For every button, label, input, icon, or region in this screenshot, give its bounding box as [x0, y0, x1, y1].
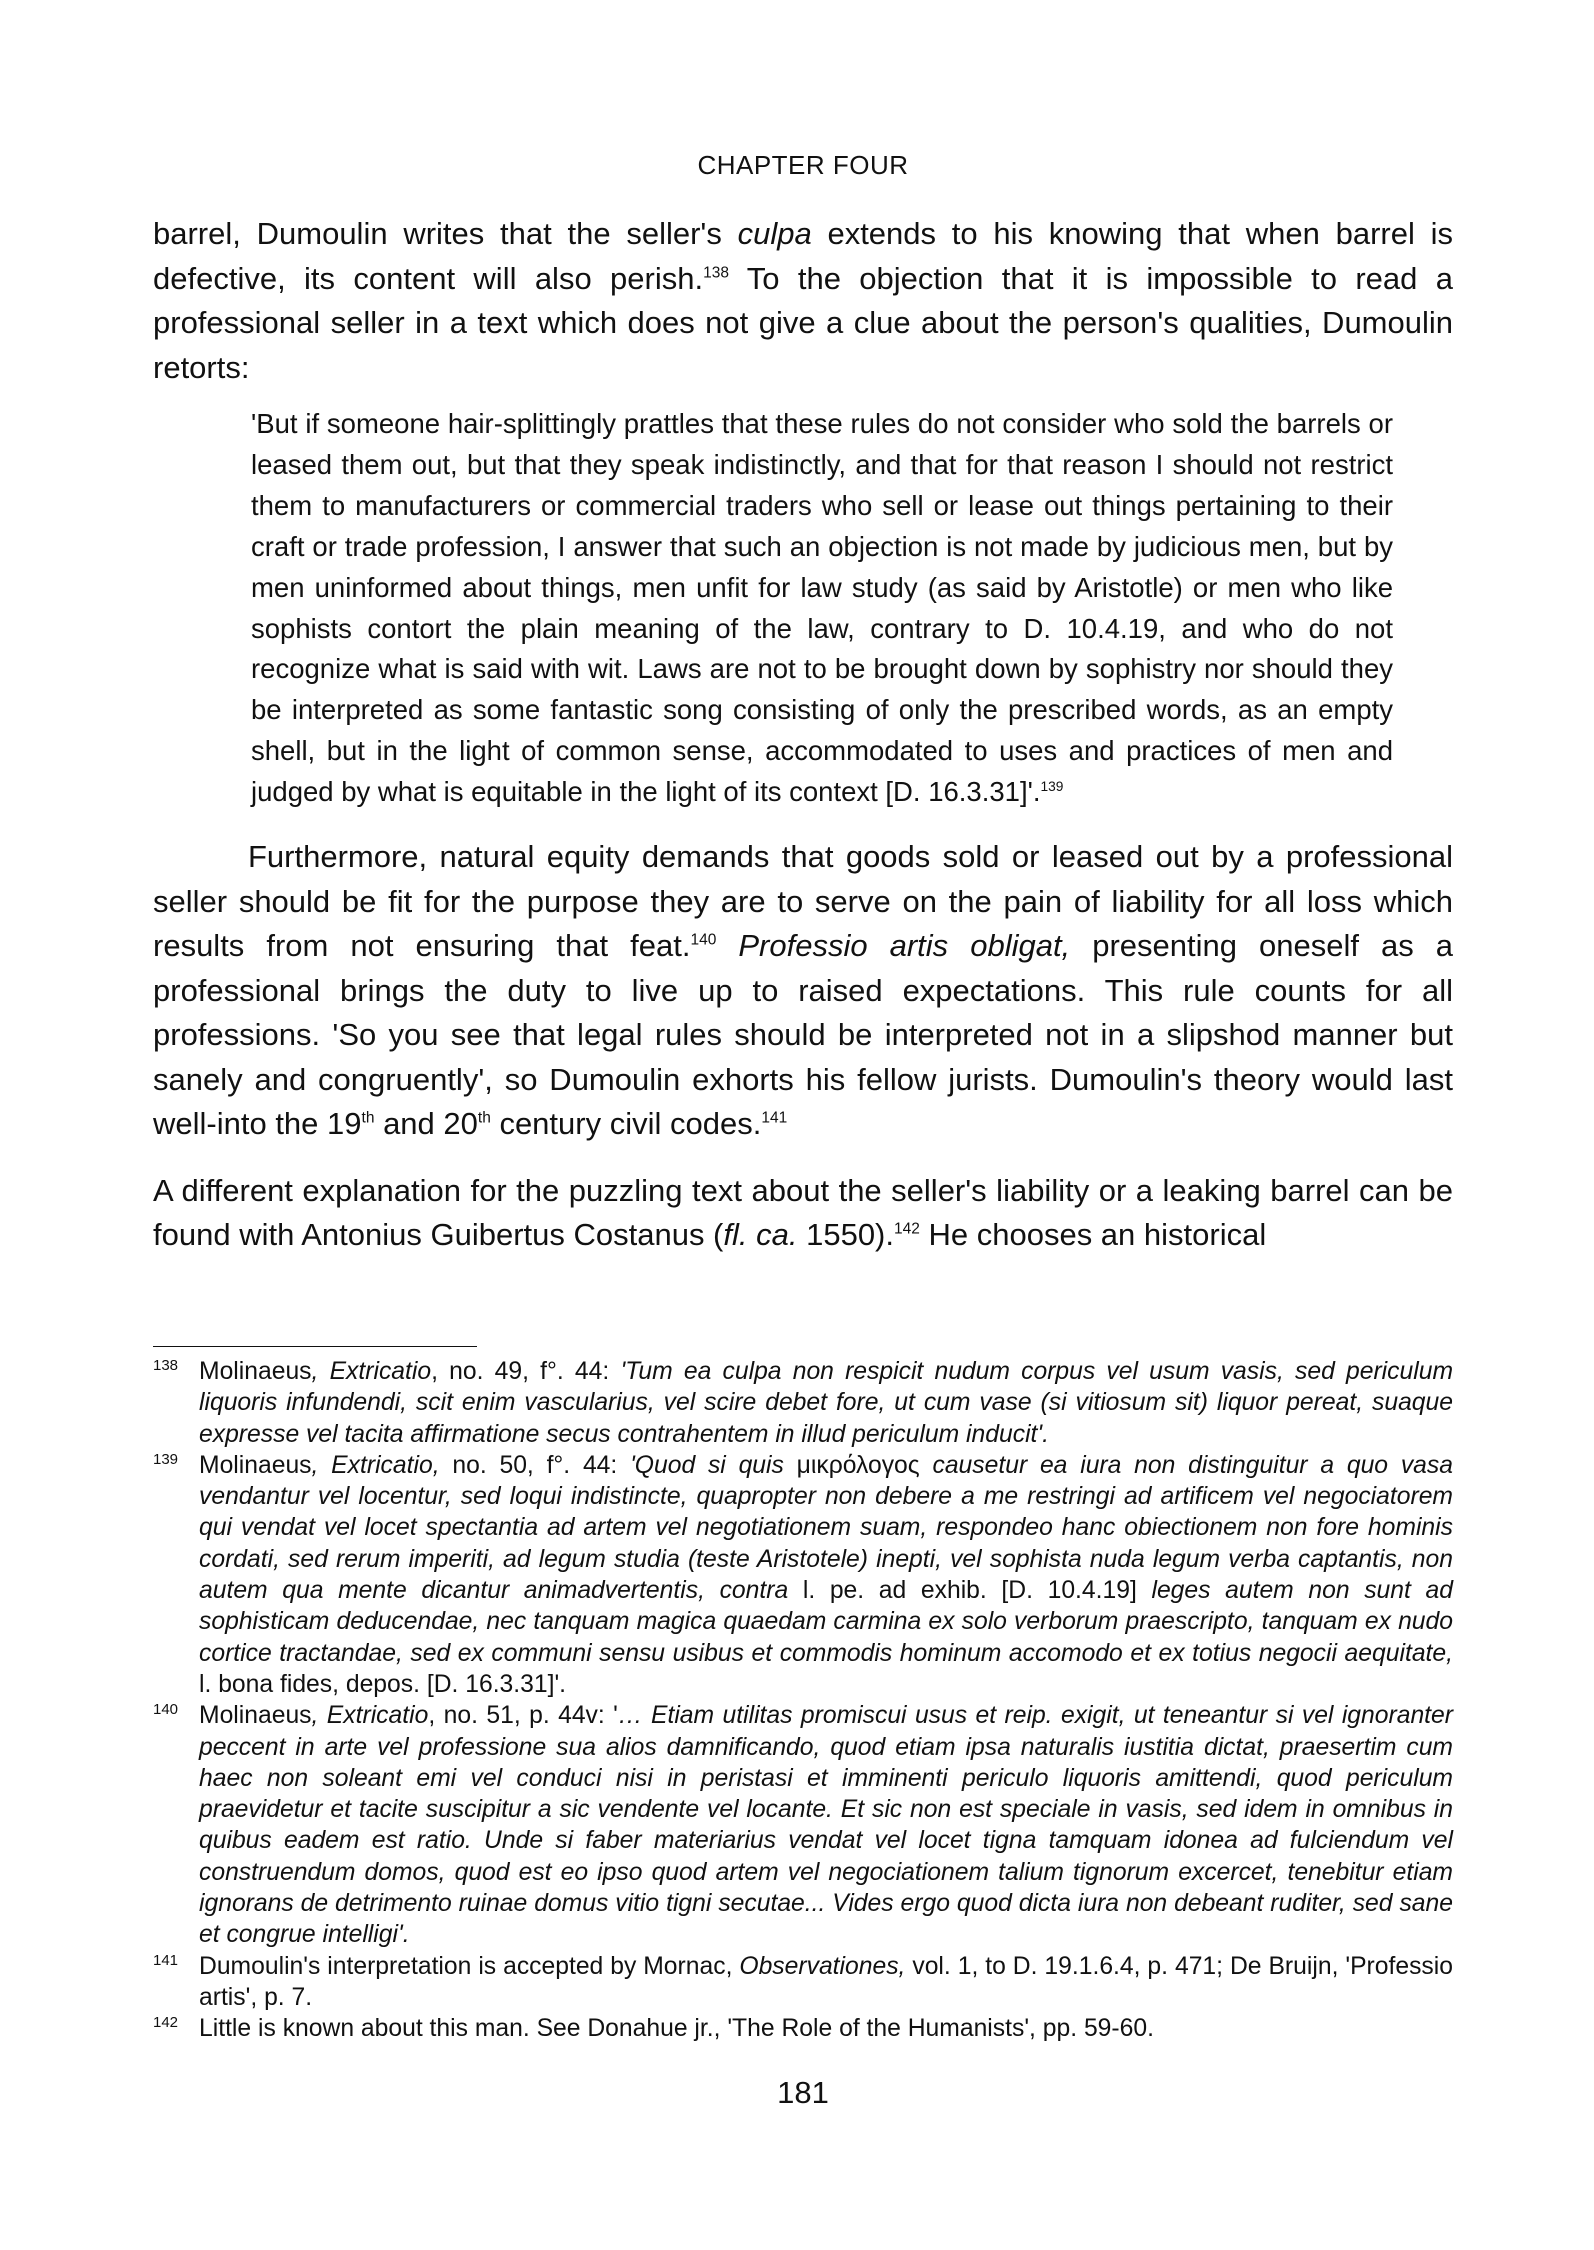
footnote-141 [153, 1951, 1453, 2014]
text-run: Molinaeus [199, 1702, 312, 1730]
footnote-142 [153, 2013, 1453, 2044]
ordinal-suffix: th [361, 1109, 375, 1127]
text-run: , no. 51, p. 44v: ' [428, 1702, 618, 1730]
text-run: century civil codes. [490, 1106, 762, 1142]
text-run: no. 50, f°. 44: [439, 1451, 631, 1479]
text-run: A different explanation for the puzzling text about the seller's liability or a leaking barrel can be found with Antonius Guibertus Costanus ( [153, 1172, 1453, 1253]
footnote-ref-141[interactable]: 141 [761, 1109, 788, 1127]
text-run: vol. 1, to D. 19.1.6.4, p. 471; De Bruijn, 'Professio artis', p. 7. [199, 1952, 1453, 2011]
quote-text: 'But if someone hair-splittingly prattles that these rules do not consider who sold the barrels or leased them out, but that they speak indistinctly, and that for that reason I should not restrict them to manufacturers or commercial traders who sell or lease out things pertaining to their craft or trade profession, I answer that such an objection is not made by judicious men, but by men uninformed about things, men unfit for law study (as said by Aristotle) or men who like sophists contort the plain meaning of the law, contrary to D. 10.4.19, and who do not recognize what is said with wit. Laws are not to be brought down by sophistry nor should they be interpreted as some fantastic song consisting of only the prescribed words, as an empty shell, but in the light of common sense, accommodated to uses and practices of men and judged by what is equitable in the light of its context [D. 16.3.31]'. [251, 408, 1393, 808]
italic-run: leges autem non sunt ad sophisticam deducendae, nec tanquam magica quaedam carmina ex solo verborum praescripto, tanquam ex nudo cortice tractandae, sed ex communi sensu usibus et commodis hominum accomodo et ex totius negocii aequitate, [199, 1577, 1453, 1667]
footnote-separator [153, 1346, 477, 1347]
footnote-number: 141 [153, 1951, 179, 1969]
footnote-number: 139 [153, 1450, 179, 1468]
italic-run: , Extricatio [311, 1702, 429, 1730]
footnote-ref-139[interactable]: 139 [1040, 779, 1064, 794]
text-run: 1550). [797, 1217, 894, 1253]
footnotes [153, 1356, 1453, 2045]
block-quote [251, 404, 1393, 813]
italic-run: 'Tum ea culpa non respicit nudum corpus vel usum vasis, sed periculum liquoris infundendi, scit enim vascularius, vel scire debet fore, ut cum vase (si vitiosum sit) liquor pereat, suaque expresse vel tacita affirmatione secus contrahentem in illud periculum inducit'. [199, 1358, 1454, 1448]
text-run: presenting oneself as a professional brings the duty to live up to raised expectations. This rule counts for all professions. 'So you see that legal rules should be interpreted not in a slipshod manner but sanely and congruently', so Dumoulin exhorts his fellow jurists. Dumoulin's theory would last well-into the 19 [153, 928, 1453, 1142]
footnote-number: 138 [153, 1357, 179, 1374]
italic-run: , Extricatio, [311, 1451, 440, 1479]
footnote-138 [153, 1356, 1453, 1450]
italic-run: … Etiam utilitas promiscui usus et reip. exigit, ut teneantur si vel ignoranter peccent in arte vel professione sua alios damnificando, quod etiam ipsa naturalis iustitia dictat, praesertim cum haec non soleant emi vel conduci nisi in peristasi et imminenti periculo liquoris amittendi, quod periculum praevidetur et tacite suscipitur a sic vendente vel locante. Et sic non est speciale in vasis, sed idem in omnibus in quibus eadem est ratio. Unde si faber materiarius vendat vel locet tigna tamquam idonea ad fulciendum vel construendum domos, quod est eo ipso quod artem vel negociationem talium tignorum excercet, tenebitur etiam ignorans de detrimento ruinae domus vitio tigni secutae... Vides ergo quod dicta iura non debeant ruditer, sed sane et congrue intelligi'. [199, 1702, 1453, 1949]
footnote-ref-140[interactable]: 140 [690, 931, 717, 949]
main-text [153, 212, 1453, 1258]
paragraph-2 [153, 835, 1453, 1147]
text-run: l. bona fides, depos. [D. 16.3.31]'. [199, 1670, 567, 1698]
footnote-ref-142[interactable]: 142 [894, 1220, 920, 1238]
footnote-139 [153, 1450, 1453, 1700]
italic-run: , Extricatio [311, 1358, 432, 1385]
footnote-number: 142 [153, 2014, 179, 2032]
italic-run: fl. ca. [723, 1217, 798, 1253]
italic-run: Observationes, [739, 1952, 906, 1980]
italic-run: causetur ea iura non distinguitur a quo vasa vendantur vel locentur, sed loqui indistincte, quapropter non debere a me restringi ad artificem vel negociatorem qui vendat vel locet spectantia ad artem vel negotiationem suam, respondeo hanc obiectionem non fore hominis cordati, sed rerum imperiti, ad legum studia (teste Aristotele) inepti, vel sophista nuda legum verba captantis, non autem qua mente dicantur animadvertentis, contra [199, 1451, 1453, 1605]
footnote-number: 140 [153, 1701, 179, 1719]
text-run: Little is known about this man. See Donahue jr., 'The Role of the Humanists', pp. 59-60. [199, 2015, 1154, 2043]
text-run: He chooses an historical [919, 1217, 1267, 1253]
book-page [153, 0, 1453, 2250]
italic-run: Professio artis obligat, [716, 928, 1071, 964]
text-run: and 20 [374, 1106, 478, 1142]
ordinal-suffix: th [477, 1109, 491, 1127]
greek-word: μικρόλογος [796, 1451, 920, 1479]
text-run: Molinaeus [199, 1451, 312, 1479]
text-run: Dumoulin's interpretation is accepted by Mornac, [199, 1952, 740, 1980]
text-run: Molinaeus [199, 1358, 312, 1385]
running-header: CHAPTER FOUR [697, 150, 909, 180]
italic-run: culpa [737, 216, 812, 251]
page-number: 181 [777, 2075, 829, 2110]
italic-run: 'Quod si quis [630, 1451, 797, 1479]
text-run: barrel, Dumoulin writes that the seller's [153, 216, 738, 251]
paragraph-3 [153, 1169, 1453, 1258]
text-run: Furthermore, natural equity demands that goods sold or leased out by a professional seller should be fit for the purpose they are to serve on the pain of liability for all loss which results from not ensuring that feat. [153, 839, 1453, 964]
paragraph-1 [153, 212, 1453, 390]
text-run: To the objection that it is impossible to read a professional seller in a text which does not give a clue about the person's qualities, Dumoulin retorts: [153, 260, 1453, 385]
text-run: l. pe. ad exhib. [D. 10.4.19] [802, 1577, 1152, 1605]
footnote-ref-138[interactable]: 138 [703, 264, 729, 282]
footnote-140 [153, 1700, 1453, 1950]
text-run: , no. 49, f°. 44: [431, 1358, 621, 1385]
text-run: extends to his knowing that when barrel is defective, its content will also perish. [153, 216, 1453, 296]
